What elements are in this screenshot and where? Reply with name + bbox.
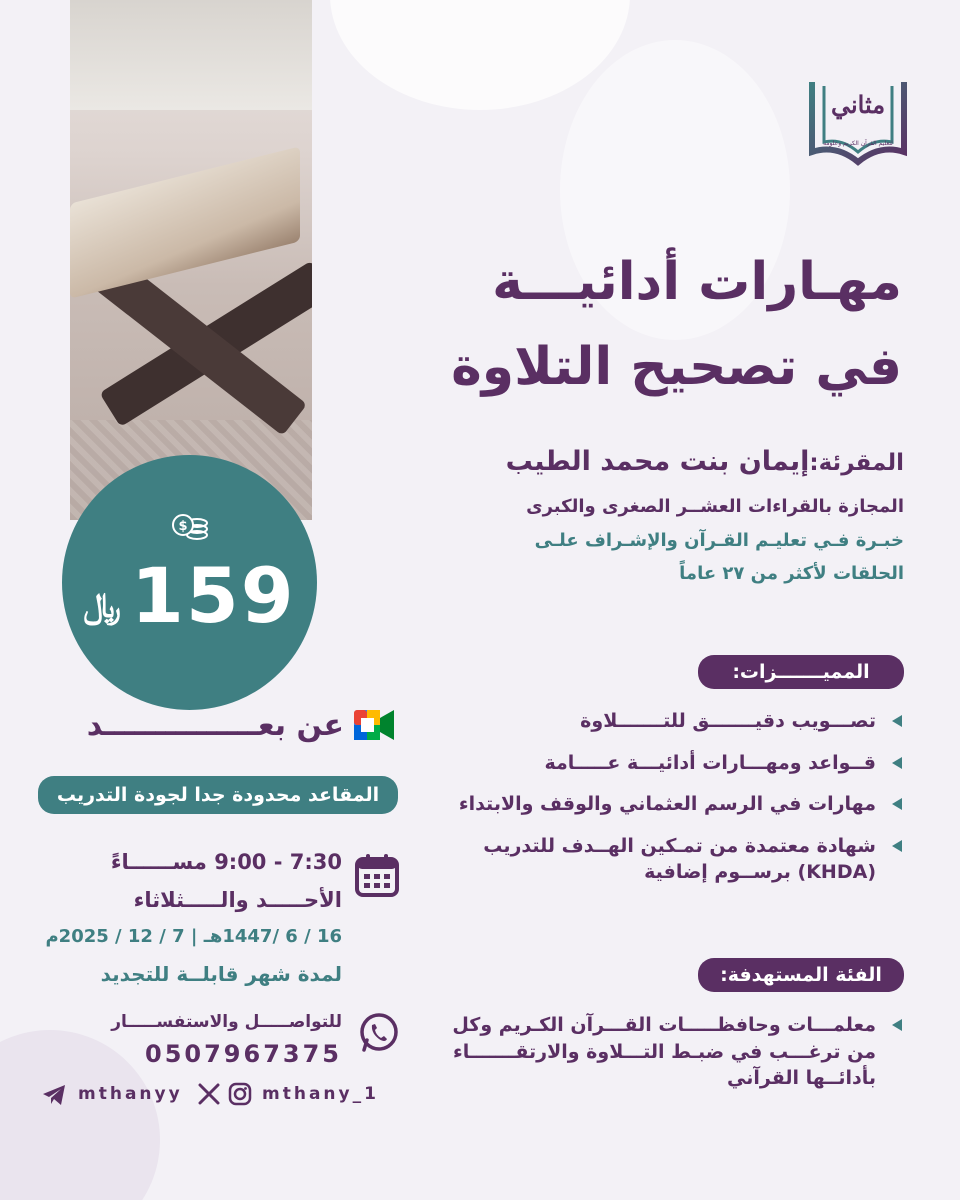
instagram-icon[interactable] — [228, 1082, 252, 1106]
background-petal — [0, 1030, 160, 1200]
instructor-bio-3: الحلقات لأكثر من ٢٧ عاماً — [679, 563, 904, 584]
contact-label: للتواصـــــل والاستفســـــار — [111, 1012, 342, 1032]
contact-phone[interactable]: 0507967375 — [145, 1040, 342, 1068]
features-heading: المميـــــــزات: — [698, 655, 904, 689]
calendar-icon — [354, 852, 400, 898]
list-item: قــواعد ومهـــارات أدائيـــة عـــــامة — [424, 750, 904, 777]
price-amount: 159 — [130, 551, 296, 640]
x-instagram-handle[interactable]: mthany_1 — [262, 1084, 379, 1104]
seats-notice: المقاعد محدودة جدا لجودة التدريب — [38, 776, 398, 814]
instructor-line — [506, 446, 904, 477]
coins-icon — [171, 507, 209, 541]
instructor-bio-1: المجازة بالقراءات العشــر الصغرى والكبرى — [526, 496, 904, 517]
brand-logo — [806, 62, 910, 170]
telegram-icon[interactable] — [42, 1084, 66, 1106]
bullet-icon — [892, 1019, 902, 1031]
course-title-line2: في تصحيح التلاوة — [451, 337, 902, 397]
price-row — [83, 551, 295, 640]
quran-stand-photo — [70, 0, 312, 520]
bullet-icon — [892, 715, 902, 727]
schedule-dates: 16 / 6 /1447هـ | 7 / 12 / 2025م — [45, 926, 342, 947]
schedule-days: الأحـــــد والـــــثلاثاء — [133, 888, 342, 912]
bullet-icon — [892, 798, 902, 810]
list-item: مهارات في الرسم العثماني والوقف والابتداء — [424, 791, 904, 818]
audience-list — [434, 1012, 904, 1107]
instructor-label: المقرئة: — [809, 450, 904, 476]
logo-wordmark: مثاني — [830, 90, 886, 119]
google-meet-icon — [352, 706, 396, 744]
telegram-handle[interactable]: mthanyy — [78, 1084, 183, 1104]
list-item: معلمـــات وحافظـــــات القـــرآن الكـريم وكل من ترغـــب في ضبـط التـــلاوة والارتقـــــــاء بأدائــها القرآني — [434, 1012, 904, 1092]
audience-heading: الفئة المستهدفة: — [698, 958, 904, 992]
schedule-duration: لمدة شهر قابلــة للتجديد — [100, 962, 342, 986]
delivery-mode: عن بعـــــــــــــــد — [86, 708, 344, 743]
instructor-bio-2: خبـرة فـي تعليـم القـرآن والإشـراف علـى — [534, 530, 904, 551]
whatsapp-icon[interactable] — [358, 1012, 400, 1054]
list-item: شهادة معتمدة من تمـكين الهــدف للتدريب (KHDA) برســوم إضافية — [424, 833, 904, 886]
schedule-time: 7:30 - 9:00 مســــــاءً — [110, 850, 342, 874]
svg-text:$: $ — [177, 519, 188, 534]
logo-tagline: لتعليم القرآن الكريم وعلومه — [823, 140, 893, 147]
background-petal — [330, 0, 630, 110]
instructor-name: إيمان بنت محمد الطيب — [505, 446, 810, 477]
course-title-line1: مهـارات أدائيـــة — [492, 252, 902, 312]
price-badge — [62, 455, 317, 710]
bullet-icon — [892, 840, 902, 852]
x-icon[interactable] — [198, 1083, 220, 1105]
features-list — [424, 708, 904, 901]
list-item: تصـــويب دقيـــــــق للتـــــــلاوة — [424, 708, 904, 735]
bullet-icon — [892, 757, 902, 769]
currency-symbol: ﷼ — [83, 585, 121, 626]
